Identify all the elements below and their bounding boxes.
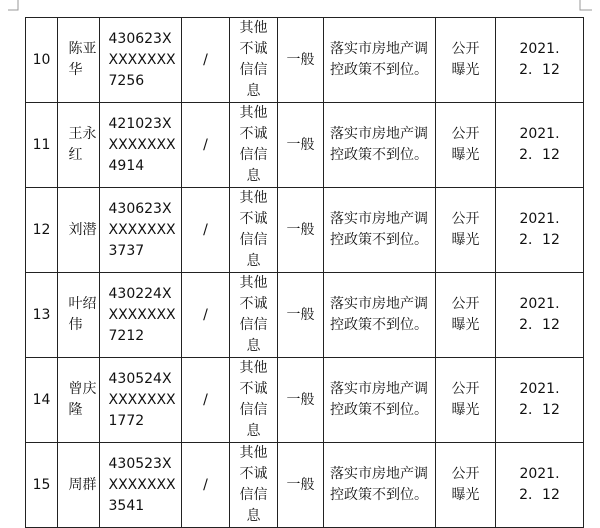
row-number — [26, 443, 58, 528]
empty-field — [182, 188, 230, 273]
person-name-text: 曾庆隆 — [68, 381, 97, 418]
violation-description-text: 落实市房地产调控政策不到位。 — [330, 126, 428, 163]
person-name — [58, 18, 100, 103]
record-type — [230, 103, 278, 188]
person-name-text: 刘潜 — [68, 221, 97, 238]
person-name — [58, 188, 100, 273]
person-name — [58, 103, 100, 188]
table-row — [26, 273, 584, 358]
table-body — [26, 18, 584, 528]
record-date-text: 2．12 — [519, 147, 560, 163]
id-number — [100, 443, 182, 528]
id-number-text: 430524XXXXXXXX1772 — [108, 370, 176, 429]
record-date-text: 2．12 — [519, 62, 560, 78]
record-type-text: 其他不诚信信息 — [239, 20, 268, 99]
empty-field-text: / — [203, 391, 208, 408]
disciplinary-measure-text: 公开曝光 — [451, 466, 480, 503]
record-date-text: 2021. — [519, 211, 560, 227]
id-number-text: 430224XXXXXXXX7212 — [108, 285, 176, 344]
row-number — [26, 273, 58, 358]
id-number-text: 430523XXXXXXXX3541 — [108, 455, 176, 514]
record-date-text: 2021. — [519, 41, 560, 57]
table-row — [26, 188, 584, 273]
row-number — [26, 358, 58, 443]
person-name-text: 叶绍伟 — [68, 296, 97, 333]
severity-level-text: 一般 — [286, 306, 315, 323]
record-type-text: 其他不诚信信息 — [239, 105, 268, 184]
record-type — [230, 358, 278, 443]
disciplinary-measure-text: 公开曝光 — [451, 381, 480, 418]
record-type-text: 其他不诚信信息 — [239, 360, 268, 439]
disciplinary-measure — [436, 358, 496, 443]
disciplinary-measure — [436, 103, 496, 188]
record-date — [496, 273, 584, 358]
row-number-text: 15 — [32, 476, 51, 493]
violation-description — [324, 18, 436, 103]
severity-level — [278, 273, 324, 358]
violation-description — [324, 358, 436, 443]
row-number-text: 14 — [32, 391, 51, 408]
violation-description-text: 落实市房地产调控政策不到位。 — [330, 466, 428, 503]
disciplinary-measure-text: 公开曝光 — [451, 211, 480, 248]
table-row — [26, 358, 584, 443]
id-number — [100, 103, 182, 188]
record-type — [230, 18, 278, 103]
person-name-text: 周群 — [68, 476, 97, 493]
row-number-text: 12 — [32, 221, 51, 238]
row-number-text: 11 — [32, 136, 51, 153]
row-number-text: 13 — [32, 306, 51, 323]
record-type-text: 其他不诚信信息 — [239, 445, 268, 524]
severity-level — [278, 358, 324, 443]
violation-description-text: 落实市房地产调控政策不到位。 — [330, 41, 428, 78]
severity-level-text: 一般 — [286, 221, 315, 238]
disciplinary-measure-text: 公开曝光 — [451, 296, 480, 333]
record-date-text: 2．12 — [519, 232, 560, 248]
severity-level-text: 一般 — [286, 51, 315, 68]
id-number-text: 430623XXXXXXXX3737 — [108, 200, 176, 259]
id-number — [100, 273, 182, 358]
severity-level-text: 一般 — [286, 136, 315, 153]
record-date-text: 2021. — [519, 466, 560, 482]
violation-description-text: 落实市房地产调控政策不到位。 — [330, 296, 428, 333]
empty-field — [182, 273, 230, 358]
severity-level — [278, 443, 324, 528]
record-date — [496, 358, 584, 443]
record-type-text: 其他不诚信信息 — [239, 190, 268, 269]
record-type — [230, 273, 278, 358]
violation-description — [324, 103, 436, 188]
empty-field-text: / — [203, 51, 208, 68]
disciplinary-measure — [436, 188, 496, 273]
record-date-text: 2．12 — [519, 402, 560, 418]
table-row — [26, 103, 584, 188]
row-number — [26, 103, 58, 188]
empty-field — [182, 18, 230, 103]
id-number — [100, 18, 182, 103]
record-date — [496, 18, 584, 103]
empty-field — [182, 103, 230, 188]
record-date-text: 2．12 — [519, 317, 560, 333]
severity-level-text: 一般 — [286, 476, 315, 493]
violation-description — [324, 188, 436, 273]
id-number-text: 421023XXXXXXXX4914 — [108, 115, 176, 174]
disciplinary-measure — [436, 273, 496, 358]
disciplinary-measure — [436, 18, 496, 103]
person-name-text: 陈亚华 — [68, 41, 97, 78]
table-row — [26, 18, 584, 103]
severity-level — [278, 103, 324, 188]
record-type — [230, 443, 278, 528]
person-name — [58, 273, 100, 358]
violation-description — [324, 273, 436, 358]
page-corner-marks — [0, 0, 600, 14]
id-number — [100, 188, 182, 273]
person-name — [58, 443, 100, 528]
record-date-text: 2021. — [519, 381, 560, 397]
violation-description-text: 落实市房地产调控政策不到位。 — [330, 381, 428, 418]
record-type — [230, 188, 278, 273]
person-name — [58, 358, 100, 443]
severity-level-text: 一般 — [286, 391, 315, 408]
row-number — [26, 188, 58, 273]
id-number-text: 430623XXXXXXXX7256 — [108, 30, 176, 89]
record-type-text: 其他不诚信信息 — [239, 275, 268, 354]
severity-level — [278, 188, 324, 273]
violation-description-text: 落实市房地产调控政策不到位。 — [330, 211, 428, 248]
row-number — [26, 18, 58, 103]
disciplinary-measure-text: 公开曝光 — [451, 41, 480, 78]
disciplinary-measure-text: 公开曝光 — [451, 126, 480, 163]
empty-field-text: / — [203, 476, 208, 493]
record-date-text: 2021. — [519, 126, 560, 142]
violation-description — [324, 443, 436, 528]
record-date — [496, 443, 584, 528]
record-date-text: 2．12 — [519, 487, 560, 503]
severity-level — [278, 18, 324, 103]
empty-field-text: / — [203, 306, 208, 323]
record-date-text: 2021. — [519, 296, 560, 312]
row-number-text: 10 — [32, 51, 51, 68]
record-date — [496, 103, 584, 188]
empty-field-text: / — [203, 136, 208, 153]
empty-field — [182, 358, 230, 443]
disciplinary-measure — [436, 443, 496, 528]
records-table — [25, 17, 584, 528]
table-row — [26, 443, 584, 528]
empty-field-text: / — [203, 221, 208, 238]
id-number — [100, 358, 182, 443]
empty-field — [182, 443, 230, 528]
record-date — [496, 188, 584, 273]
person-name-text: 王永红 — [68, 126, 97, 163]
